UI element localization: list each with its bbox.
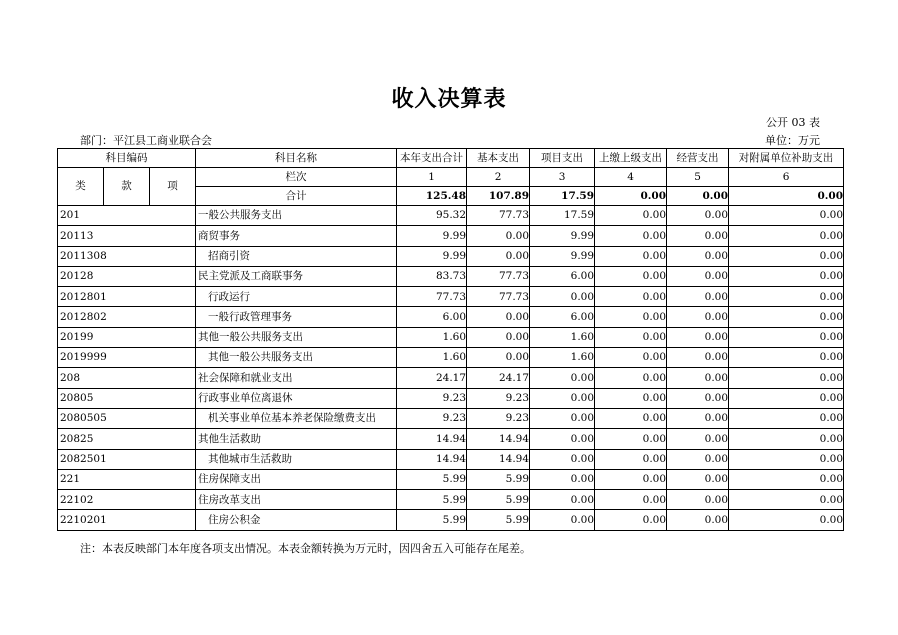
table-row bbox=[58, 206, 844, 226]
amount-cell: 0.00 bbox=[667, 266, 729, 286]
subject-name: 住房改革支出 bbox=[196, 490, 397, 510]
amount-cell: 9.23 bbox=[467, 388, 530, 408]
amount-cell: 0.00 bbox=[729, 388, 844, 408]
amount-cell: 0.00 bbox=[595, 510, 667, 530]
amount-cell: 0.00 bbox=[729, 327, 844, 347]
report-table bbox=[57, 148, 844, 531]
amount-cell: 5.99 bbox=[467, 510, 530, 530]
amount-cell: 24.17 bbox=[397, 368, 467, 388]
amount-cell: 5.99 bbox=[397, 490, 467, 510]
amount-cell: 0.00 bbox=[729, 510, 844, 530]
table-row bbox=[58, 226, 844, 246]
subject-name: 住房保障支出 bbox=[196, 469, 397, 489]
header-row-2 bbox=[58, 168, 844, 187]
amount-cell: 0.00 bbox=[729, 408, 844, 428]
amount-cell: 0.00 bbox=[530, 388, 595, 408]
col-number: 6 bbox=[729, 168, 844, 187]
amount-cell: 0.00 bbox=[729, 429, 844, 449]
amount-cell: 0.00 bbox=[729, 348, 844, 368]
amount-cell: 17.59 bbox=[530, 206, 595, 226]
subject-code: 2082501 bbox=[58, 449, 196, 469]
amount-cell: 14.94 bbox=[467, 429, 530, 449]
subject-code: 20805 bbox=[58, 388, 196, 408]
header-xiang: 项 bbox=[150, 168, 196, 206]
amount-cell: 5.99 bbox=[467, 490, 530, 510]
unit-label: 单位：万元 bbox=[765, 134, 820, 147]
subject-name: 其他一般公共服务支出 bbox=[196, 348, 397, 368]
col-number: 1 bbox=[397, 168, 467, 187]
subject-name: 招商引资 bbox=[196, 246, 397, 266]
amount-cell: 9.99 bbox=[397, 226, 467, 246]
amount-cell: 0.00 bbox=[595, 490, 667, 510]
header-col-operating: 经营支出 bbox=[667, 149, 729, 168]
total-value: 125.48 bbox=[397, 187, 467, 206]
table-row bbox=[58, 287, 844, 307]
header-row-1 bbox=[58, 149, 844, 168]
amount-cell: 0.00 bbox=[729, 226, 844, 246]
table-row bbox=[58, 348, 844, 368]
amount-cell: 0.00 bbox=[667, 429, 729, 449]
header-col-subsidy: 对附属单位补助支出 bbox=[729, 149, 844, 168]
amount-cell: 0.00 bbox=[729, 368, 844, 388]
subject-name: 民主党派及工商联事务 bbox=[196, 266, 397, 286]
subject-code: 2019999 bbox=[58, 348, 196, 368]
amount-cell: 0.00 bbox=[667, 469, 729, 489]
amount-cell: 9.99 bbox=[397, 246, 467, 266]
subject-name: 商贸事务 bbox=[196, 226, 397, 246]
amount-cell: 0.00 bbox=[467, 246, 530, 266]
total-value: 0.00 bbox=[729, 187, 844, 206]
amount-cell: 77.73 bbox=[467, 266, 530, 286]
subject-code: 2012802 bbox=[58, 307, 196, 327]
header-subject-code: 科目编码 bbox=[58, 149, 196, 168]
header-col-total: 本年支出合计 bbox=[397, 149, 467, 168]
amount-cell: 0.00 bbox=[595, 226, 667, 246]
subject-code: 221 bbox=[58, 469, 196, 489]
amount-cell: 77.73 bbox=[467, 287, 530, 307]
header-col-upper: 上缴上级支出 bbox=[595, 149, 667, 168]
amount-cell: 1.60 bbox=[530, 348, 595, 368]
amount-cell: 0.00 bbox=[530, 368, 595, 388]
col-number: 2 bbox=[467, 168, 530, 187]
header-lanci: 栏次 bbox=[196, 168, 397, 187]
subject-code: 20199 bbox=[58, 327, 196, 347]
amount-cell: 5.99 bbox=[467, 469, 530, 489]
amount-cell: 0.00 bbox=[595, 266, 667, 286]
subject-name: 社会保障和就业支出 bbox=[196, 368, 397, 388]
amount-cell: 0.00 bbox=[595, 307, 667, 327]
header-lei: 类 bbox=[58, 168, 104, 206]
amount-cell: 0.00 bbox=[595, 469, 667, 489]
subject-name: 行政运行 bbox=[196, 287, 397, 307]
amount-cell: 0.00 bbox=[667, 408, 729, 428]
table-row bbox=[58, 429, 844, 449]
amount-cell: 0.00 bbox=[729, 266, 844, 286]
amount-cell: 0.00 bbox=[530, 490, 595, 510]
amount-cell: 6.00 bbox=[530, 307, 595, 327]
amount-cell: 0.00 bbox=[467, 348, 530, 368]
subject-code: 201 bbox=[58, 206, 196, 226]
subject-code: 20128 bbox=[58, 266, 196, 286]
form-code: 公开 03 表 bbox=[766, 116, 820, 129]
amount-cell: 0.00 bbox=[667, 449, 729, 469]
amount-cell: 24.17 bbox=[467, 368, 530, 388]
subject-code: 2012801 bbox=[58, 287, 196, 307]
amount-cell: 0.00 bbox=[595, 206, 667, 226]
subject-code: 20825 bbox=[58, 429, 196, 449]
amount-cell: 0.00 bbox=[467, 307, 530, 327]
amount-cell: 0.00 bbox=[530, 408, 595, 428]
amount-cell: 0.00 bbox=[530, 510, 595, 530]
table-row bbox=[58, 266, 844, 286]
amount-cell: 14.94 bbox=[397, 449, 467, 469]
subject-code: 208 bbox=[58, 368, 196, 388]
header-kuan: 款 bbox=[104, 168, 150, 206]
subject-code: 2080505 bbox=[58, 408, 196, 428]
amount-cell: 0.00 bbox=[595, 388, 667, 408]
amount-cell: 0.00 bbox=[595, 408, 667, 428]
amount-cell: 0.00 bbox=[729, 490, 844, 510]
amount-cell: 0.00 bbox=[530, 449, 595, 469]
amount-cell: 5.99 bbox=[397, 510, 467, 530]
subject-name: 其他一般公共服务支出 bbox=[196, 327, 397, 347]
amount-cell: 0.00 bbox=[729, 206, 844, 226]
amount-cell: 0.00 bbox=[595, 327, 667, 347]
page-title: 收入决算表 bbox=[391, 87, 507, 112]
amount-cell: 0.00 bbox=[467, 327, 530, 347]
table-row bbox=[58, 246, 844, 266]
amount-cell: 6.00 bbox=[530, 266, 595, 286]
amount-cell: 0.00 bbox=[729, 246, 844, 266]
subject-name: 一般公共服务支出 bbox=[196, 206, 397, 226]
amount-cell: 0.00 bbox=[667, 510, 729, 530]
header-subject-name: 科目名称 bbox=[196, 149, 397, 168]
amount-cell: 83.73 bbox=[397, 266, 467, 286]
table-row bbox=[58, 408, 844, 428]
table-row bbox=[58, 327, 844, 347]
subject-code: 22102 bbox=[58, 490, 196, 510]
subject-name: 住房公积金 bbox=[196, 510, 397, 530]
amount-cell: 1.60 bbox=[397, 348, 467, 368]
amount-cell: 0.00 bbox=[530, 429, 595, 449]
table-row bbox=[58, 388, 844, 408]
amount-cell: 0.00 bbox=[467, 226, 530, 246]
amount-cell: 0.00 bbox=[729, 287, 844, 307]
subject-name: 其他城市生活救助 bbox=[196, 449, 397, 469]
amount-cell: 0.00 bbox=[530, 469, 595, 489]
amount-cell: 0.00 bbox=[667, 388, 729, 408]
col-number: 4 bbox=[595, 168, 667, 187]
amount-cell: 1.60 bbox=[530, 327, 595, 347]
table-row bbox=[58, 510, 844, 530]
amount-cell: 0.00 bbox=[530, 287, 595, 307]
total-label: 合计 bbox=[196, 187, 397, 206]
amount-cell: 77.73 bbox=[467, 206, 530, 226]
amount-cell: 5.99 bbox=[397, 469, 467, 489]
amount-cell: 0.00 bbox=[595, 368, 667, 388]
subject-code: 20113 bbox=[58, 226, 196, 246]
subject-name: 一般行政管理事务 bbox=[196, 307, 397, 327]
subject-code: 2210201 bbox=[58, 510, 196, 530]
total-value: 107.89 bbox=[467, 187, 530, 206]
amount-cell: 9.99 bbox=[530, 246, 595, 266]
amount-cell: 0.00 bbox=[595, 246, 667, 266]
amount-cell: 0.00 bbox=[667, 287, 729, 307]
amount-cell: 14.94 bbox=[397, 429, 467, 449]
table-row bbox=[58, 368, 844, 388]
subject-code: 2011308 bbox=[58, 246, 196, 266]
subject-name: 行政事业单位离退休 bbox=[196, 388, 397, 408]
col-number: 5 bbox=[667, 168, 729, 187]
amount-cell: 1.60 bbox=[397, 327, 467, 347]
table-row bbox=[58, 469, 844, 489]
amount-cell: 95.32 bbox=[397, 206, 467, 226]
department-label: 部门：平江县工商业联合会 bbox=[80, 134, 212, 147]
subject-name: 其他生活救助 bbox=[196, 429, 397, 449]
amount-cell: 0.00 bbox=[667, 348, 729, 368]
header-col-project: 项目支出 bbox=[530, 149, 595, 168]
amount-cell: 0.00 bbox=[595, 429, 667, 449]
amount-cell: 9.99 bbox=[530, 226, 595, 246]
subject-name: 机关事业单位基本养老保险缴费支出 bbox=[196, 408, 397, 428]
total-value: 0.00 bbox=[667, 187, 729, 206]
amount-cell: 0.00 bbox=[667, 246, 729, 266]
table-row bbox=[58, 449, 844, 469]
amount-cell: 0.00 bbox=[729, 469, 844, 489]
amount-cell: 0.00 bbox=[595, 287, 667, 307]
table-row bbox=[58, 490, 844, 510]
header-col-basic: 基本支出 bbox=[467, 149, 530, 168]
amount-cell: 0.00 bbox=[667, 327, 729, 347]
amount-cell: 14.94 bbox=[467, 449, 530, 469]
amount-cell: 9.23 bbox=[467, 408, 530, 428]
total-value: 0.00 bbox=[595, 187, 667, 206]
amount-cell: 6.00 bbox=[397, 307, 467, 327]
amount-cell: 0.00 bbox=[595, 348, 667, 368]
amount-cell: 77.73 bbox=[397, 287, 467, 307]
amount-cell: 0.00 bbox=[729, 307, 844, 327]
table-row bbox=[58, 307, 844, 327]
amount-cell: 0.00 bbox=[595, 449, 667, 469]
amount-cell: 0.00 bbox=[667, 368, 729, 388]
footnote: 注：本表反映部门本年度各项支出情况。本表金额转换为万元时，因四舍五入可能存在尾差。 bbox=[80, 542, 531, 555]
amount-cell: 0.00 bbox=[729, 449, 844, 469]
amount-cell: 0.00 bbox=[667, 490, 729, 510]
amount-cell: 0.00 bbox=[667, 206, 729, 226]
amount-cell: 0.00 bbox=[667, 226, 729, 246]
total-value: 17.59 bbox=[530, 187, 595, 206]
amount-cell: 9.23 bbox=[397, 408, 467, 428]
col-number: 3 bbox=[530, 168, 595, 187]
amount-cell: 9.23 bbox=[397, 388, 467, 408]
amount-cell: 0.00 bbox=[667, 307, 729, 327]
